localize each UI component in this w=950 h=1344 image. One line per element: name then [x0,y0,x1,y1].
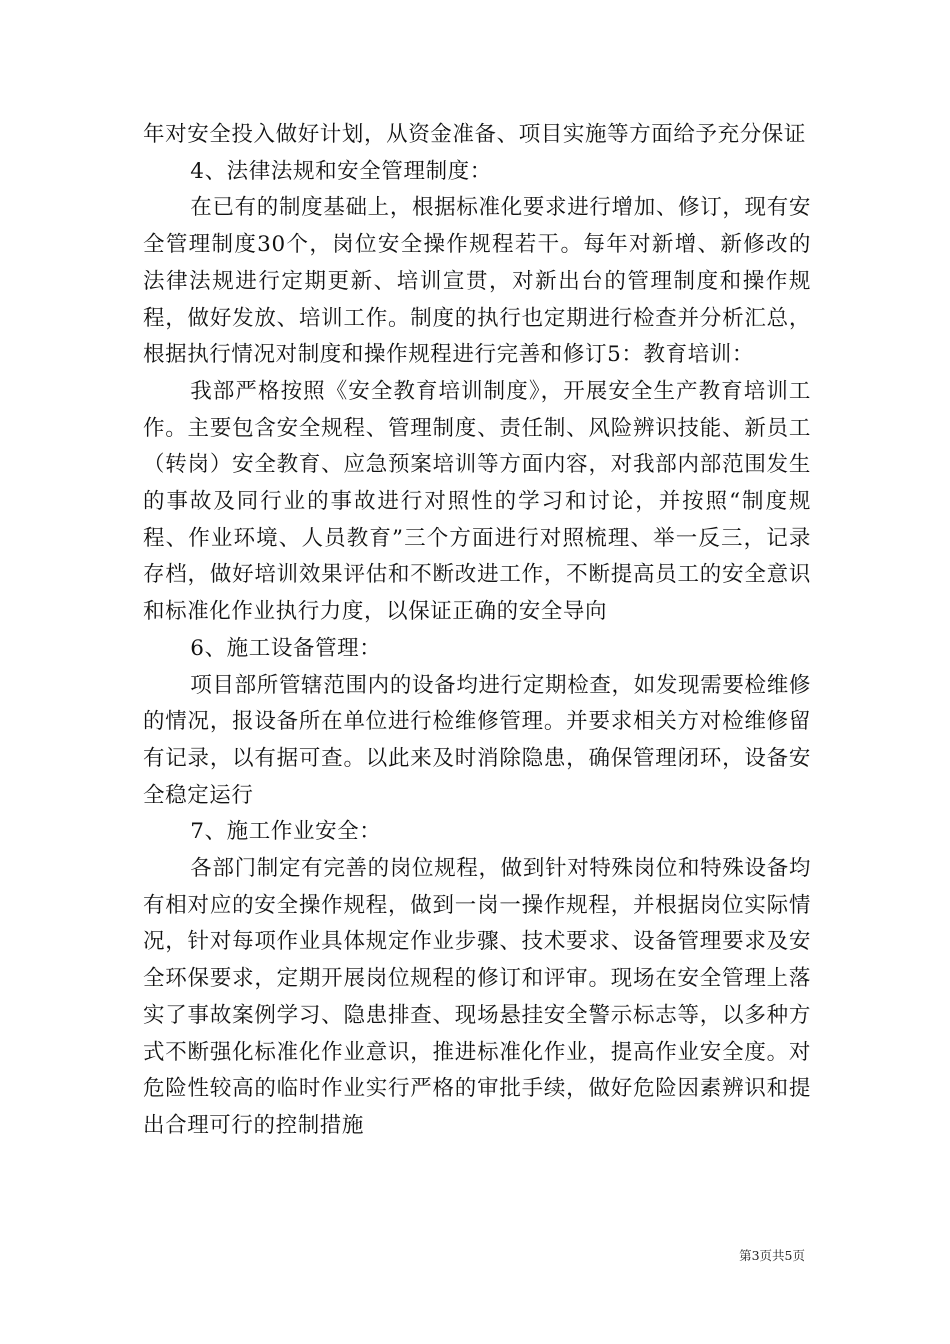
section-heading-6: 6、施工设备管理： [190,635,382,661]
paragraph-regulations: 在已有的制度基础上，根据标准化要求进行增加、修订，现有安全管理制度30个，岗位安全操作规程若干。每年对新增、新修改的法律法规进行定期更新、培训宣贯，对新出台的管理制度和操作规程，做好发放、培训工作。制度的执行也定期进行检查并分析汇总，根据执行情况对制度和操作规程进行完善和修订5：教育培训： [143,195,811,368]
document-body [143,117,811,1145]
section-heading-4: 4、法律法规和安全管理制度： [190,158,492,184]
page-number: 第3页共5页 [739,1248,805,1263]
section-heading-7: 7、施工作业安全： [190,819,382,845]
paragraph-equipment: 项目部所管辖范围内的设备均进行定期检查，如发现需要检维修的情况，报设备所在单位进行检维修管理。并要求相关方对检维修留有记录，以有据可查。以此来及时消除隐患，确保管理闭环，设备安全稳定运行 [143,672,811,808]
paragraph-operation-safety: 各部门制定有完善的岗位规程，做到针对特殊岗位和特殊设备均有相对应的安全操作规程，做到一岗一操作规程，并根据岗位实际情况，针对每项作业具体规定作业步骤、技术要求、设备管理要求及安全环保要求，定期开展岗位规程的修订和评审。现场在安全管理上落实了事故案例学习、隐患排查、现场悬挂安全警示标志等，以多种方式不断强化标准化作业意识，推进标准化作业，提高作业安全度。对危险性较高的临时作业实行严格的审批手续，做好危险因素辨识和提出合理可行的控制措施 [143,856,811,1138]
paragraph-continuation: 年对安全投入做好计划，从资金准备、项目实施等方面给予充分保证 [143,122,807,147]
paragraph-training: 我部严格按照《安全教育培训制度》，开展安全生产教育培训工作。主要包含安全规程、管理制度、责任制、风险辨识技能、新员工（转岗）安全教育、应急预案培训等方面内容，对我部内部范围发生的事故及同行业的事故进行对照性的学习和讨论，并按照“制度规程、作业环境、人员教育”三个方面进行对照梳理、举一反三，记录存档，做好培训效果评估和不断改进工作，不断提高员工的安全意识和标准化作业执行力度，以保证正确的安全导向 [143,378,811,625]
